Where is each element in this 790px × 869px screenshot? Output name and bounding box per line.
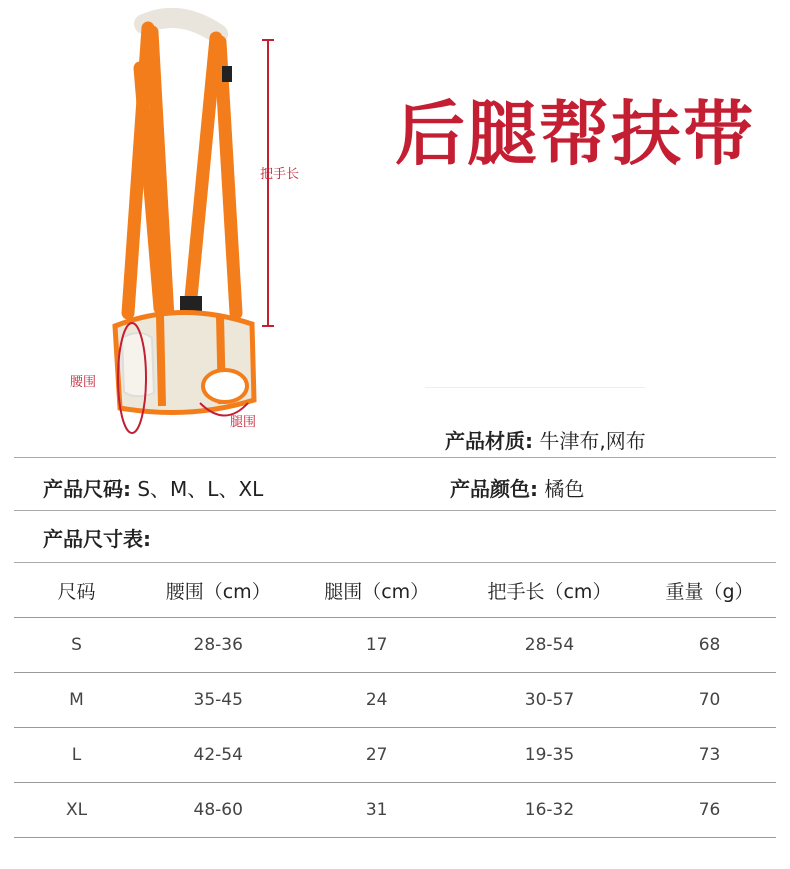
sizes-label: 产品尺码: <box>43 477 131 501</box>
table-row <box>14 728 776 783</box>
leg-label: 腿围 <box>230 415 257 430</box>
divider <box>425 387 645 388</box>
color-label: 产品颜色: <box>450 477 538 501</box>
sizes-value: S、M、L、XL <box>131 477 264 501</box>
cell-size: S <box>14 618 139 673</box>
header-weight: 重量（g） <box>643 563 776 618</box>
cell-weight: 73 <box>643 728 776 783</box>
material-label: 产品材质: <box>445 429 533 453</box>
cell-handle: 30-57 <box>456 673 643 728</box>
header-leg: 腿围（cm） <box>297 563 455 618</box>
cell-size: M <box>14 673 139 728</box>
header-size: 尺码 <box>14 563 139 618</box>
cell-leg: 17 <box>297 618 455 673</box>
size-table-label: 产品尺寸表: <box>43 527 151 551</box>
side-strip <box>160 316 162 406</box>
orange-straps <box>128 28 236 318</box>
sizes-row <box>43 473 263 502</box>
header-handle: 把手长（cm） <box>456 563 643 618</box>
header-waist: 腰围（cm） <box>139 563 297 618</box>
material-row <box>445 425 646 454</box>
cell-waist: 48-60 <box>139 783 297 838</box>
page-title: 后腿帮扶带 <box>395 93 755 175</box>
cell-leg: 24 <box>297 673 455 728</box>
divider <box>14 457 776 458</box>
table-header-row <box>14 563 776 618</box>
handle-length-label: 把手长 <box>260 167 300 182</box>
material-value: 牛津布,网布 <box>533 429 646 453</box>
table-row <box>14 673 776 728</box>
divider <box>14 510 776 511</box>
color-value: 橘色 <box>538 477 585 501</box>
cell-leg: 27 <box>297 728 455 783</box>
cell-size: XL <box>14 783 139 838</box>
mesh-panel <box>122 333 154 396</box>
cell-handle: 19-35 <box>456 728 643 783</box>
faint-watermark <box>425 315 645 390</box>
leg-hole <box>203 370 247 402</box>
harness-image <box>40 8 340 438</box>
size-table <box>14 563 776 838</box>
product-illustration <box>40 8 340 438</box>
table-row <box>14 618 776 673</box>
cell-handle: 16-32 <box>456 783 643 838</box>
cell-handle: 28-54 <box>456 618 643 673</box>
waist-label: 腰围 <box>70 375 97 390</box>
color-row <box>450 473 584 502</box>
cell-weight: 68 <box>643 618 776 673</box>
cell-size: L <box>14 728 139 783</box>
cell-waist: 28-36 <box>139 618 297 673</box>
cell-waist: 35-45 <box>139 673 297 728</box>
buckle-top <box>222 66 232 82</box>
cell-weight: 70 <box>643 673 776 728</box>
cell-weight: 76 <box>643 783 776 838</box>
cell-leg: 31 <box>297 783 455 838</box>
table-row <box>14 783 776 838</box>
cell-waist: 42-54 <box>139 728 297 783</box>
